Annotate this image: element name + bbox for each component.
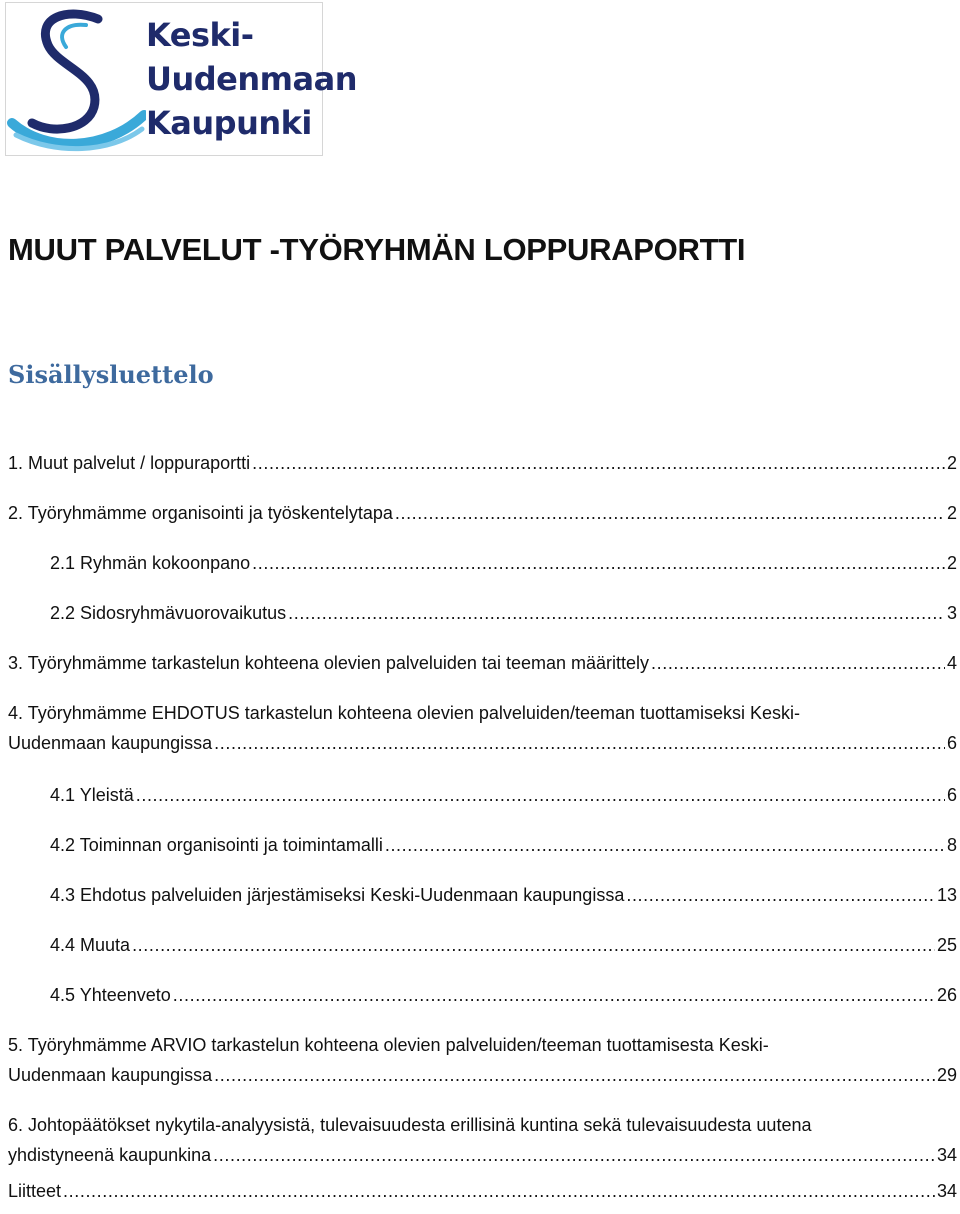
swan-swoosh-icon xyxy=(6,3,146,157)
toc-page-number: 3 xyxy=(946,603,957,623)
toc-entry-2-2[interactable] xyxy=(50,598,957,628)
toc-entry-label: 1. Muut palvelut / loppuraportti xyxy=(8,453,251,473)
toc-page-number: 34 xyxy=(936,1181,957,1201)
toc-entry-label: 4.3 Ehdotus palveluiden järjestämiseksi Keski-Uudenmaan kaupungissa xyxy=(50,885,625,905)
toc-entry-2-1[interactable] xyxy=(50,548,957,578)
toc-leader xyxy=(288,598,945,628)
toc-entry-label: Uudenmaan kaupungissa xyxy=(8,733,213,753)
toc-page-number: 29 xyxy=(936,1065,957,1085)
toc-entry-label: Uudenmaan kaupungissa xyxy=(8,1065,213,1085)
logo-wordmark xyxy=(146,13,357,145)
toc-entry-label: 4.1 Yleistä xyxy=(50,785,134,805)
toc-entry-4-2[interactable] xyxy=(50,830,957,860)
toc-page-number: 34 xyxy=(936,1145,957,1165)
toc-page-number: 2 xyxy=(946,453,957,473)
toc-entry-label: 4.4 Muuta xyxy=(50,935,131,955)
organization-logo xyxy=(5,2,357,156)
toc-entry-4-5[interactable] xyxy=(50,980,957,1010)
toc-entry-label: 2.1 Ryhmän kokoonpano xyxy=(50,553,251,573)
toc-entry-label: 4.2 Toiminnan organisointi ja toimintamalli xyxy=(50,835,383,855)
toc-entry-liitteet[interactable] xyxy=(8,1176,957,1206)
toc-leader xyxy=(385,830,945,860)
toc-leader xyxy=(173,980,935,1010)
toc-page-number: 25 xyxy=(936,935,957,955)
toc-leader xyxy=(63,1176,935,1206)
toc-leader xyxy=(395,498,945,528)
toc-leader xyxy=(252,448,945,478)
toc-entry-label: 3. Työryhmämme tarkastelun kohteena olevien palveluiden tai teeman määrittely xyxy=(8,653,650,673)
toc-entry-6[interactable] xyxy=(8,1110,957,1170)
toc-leader xyxy=(132,930,935,960)
document-title: MUUT PALVELUT -TYÖRYHMÄN LOPPURAPORTTI xyxy=(8,232,746,267)
toc-entry-label-line-1: 4. Työryhmämme EHDOTUS tarkastelun kohteena olevien palveluiden/teeman tuottamiseksi Keski- xyxy=(8,703,801,723)
toc-page-number: 4 xyxy=(946,653,957,673)
toc-entry-2[interactable] xyxy=(8,498,957,528)
toc-leader xyxy=(651,648,945,678)
toc-leader xyxy=(214,728,945,758)
toc-page-number: 2 xyxy=(946,503,957,523)
toc-heading: Sisällysluettelo xyxy=(8,360,214,389)
toc-page-number: 13 xyxy=(936,885,957,905)
toc-leader xyxy=(213,1140,935,1170)
toc-entry-1[interactable] xyxy=(8,448,957,478)
toc-leader xyxy=(252,548,945,578)
logo-line-1: Keski- xyxy=(146,16,254,54)
toc-entry-label: 2. Työryhmämme organisointi ja työskentelytapa xyxy=(8,503,393,523)
toc-entry-label: yhdistyneenä kaupunkina xyxy=(8,1145,212,1165)
toc-entry-label-line-1: 5. Työryhmämme ARVIO tarkastelun kohteena olevien palveluiden/teeman tuottamisesta Keski- xyxy=(8,1035,769,1055)
toc-entry-label: 4.5 Yhteenveto xyxy=(50,985,171,1005)
toc-entry-3[interactable] xyxy=(8,648,957,678)
toc-leader xyxy=(626,880,935,910)
toc-entry-4-3[interactable] xyxy=(50,880,957,910)
toc-page-number: 26 xyxy=(936,985,957,1005)
toc-entry-label: 2.2 Sidosryhmävuorovaikutus xyxy=(50,603,287,623)
toc-entry-label: Liitteet xyxy=(8,1181,62,1201)
toc-page-number: 6 xyxy=(946,785,957,805)
toc-entry-4-4[interactable] xyxy=(50,930,957,960)
toc-page-number: 6 xyxy=(946,733,957,753)
toc-entry-label-line-1: 6. Johtopäätökset nykytila-analyysistä, tulevaisuudesta erillisinä kuntina sekä tulevaisuudesta uutena xyxy=(8,1115,812,1135)
logo-line-2: Uudenmaan xyxy=(146,60,357,98)
toc-page-number: 2 xyxy=(946,553,957,573)
toc-leader xyxy=(214,1060,935,1090)
toc-leader xyxy=(136,780,945,810)
toc-page-number: 8 xyxy=(946,835,957,855)
toc-entry-4-1[interactable] xyxy=(50,780,957,810)
logo-line-3: Kaupunki xyxy=(146,104,312,142)
toc-entry-5[interactable] xyxy=(8,1030,957,1090)
toc-entry-4[interactable] xyxy=(8,698,957,758)
